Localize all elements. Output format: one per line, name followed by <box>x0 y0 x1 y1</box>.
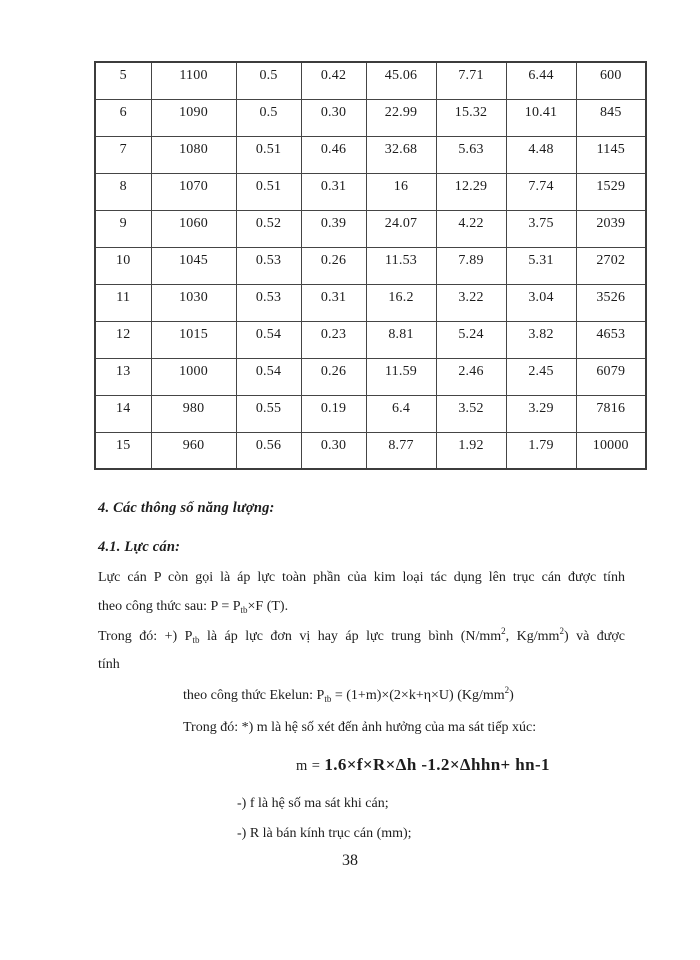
table-cell: 1015 <box>151 321 236 358</box>
subscript-tb: tb <box>324 694 332 704</box>
table-cell: 2039 <box>576 210 646 247</box>
table-cell: 14 <box>95 395 151 432</box>
table-cell: 6079 <box>576 358 646 395</box>
table-cell: 8.81 <box>366 321 436 358</box>
table-cell: 0.54 <box>236 358 301 395</box>
table-cell: 0.31 <box>301 284 366 321</box>
table-cell: 980 <box>151 395 236 432</box>
table-cell: 1.92 <box>436 432 506 469</box>
table-cell: 6.44 <box>506 62 576 99</box>
table-cell: 2.46 <box>436 358 506 395</box>
table-cell: 0.42 <box>301 62 366 99</box>
table-cell: 16.2 <box>366 284 436 321</box>
table-cell: 3.82 <box>506 321 576 358</box>
table-row <box>95 99 646 136</box>
paragraph-trong-do-m: Trong đó: *) m là hệ số xét đến ảnh hưởng của ma sát tiếp xúc: <box>183 720 537 735</box>
table-cell: 3526 <box>576 284 646 321</box>
superscript-2: 2 <box>504 685 510 695</box>
page-number: 38 <box>342 852 358 869</box>
table-cell: 32.68 <box>366 136 436 173</box>
bullet-f-definition: -) f là hệ số ma sát khi cán; <box>237 796 389 811</box>
formula-friction-coefficient <box>296 750 550 781</box>
table-cell: 2.45 <box>506 358 576 395</box>
table-cell: 1529 <box>576 173 646 210</box>
formula-ekelun <box>183 681 514 710</box>
table-cell: 960 <box>151 432 236 469</box>
table-cell: 8 <box>95 173 151 210</box>
table-cell: 0.55 <box>236 395 301 432</box>
text-segment: là áp lực đơn vị hay áp lực trung bình (N/mm <box>199 629 502 644</box>
table-cell: 3.75 <box>506 210 576 247</box>
subscript-tb: tb <box>240 605 248 615</box>
superscript-2: 2 <box>559 626 564 636</box>
paragraph-trong-do-line1 <box>98 622 625 651</box>
table-cell: 0.53 <box>236 247 301 284</box>
table-cell: 6 <box>95 99 151 136</box>
text-segment: ) và được <box>563 629 625 644</box>
table-row <box>95 62 646 99</box>
table-cell: 0.53 <box>236 284 301 321</box>
table-cell: 0.39 <box>301 210 366 247</box>
section-heading-luc-can: 4.1. Lực cán: <box>98 539 181 555</box>
table-cell: 1045 <box>151 247 236 284</box>
table-cell: 1090 <box>151 99 236 136</box>
table-cell: 0.23 <box>301 321 366 358</box>
bullet-r-definition: -) R là bán kính trục cán (mm); <box>237 826 412 841</box>
table-cell: 3.52 <box>436 395 506 432</box>
table-cell: 1060 <box>151 210 236 247</box>
table-row <box>95 321 646 358</box>
table-cell: 45.06 <box>366 62 436 99</box>
table-cell: 15.32 <box>436 99 506 136</box>
table-cell: 13 <box>95 358 151 395</box>
table-cell: 0.26 <box>301 247 366 284</box>
table-cell: 4653 <box>576 321 646 358</box>
table-cell: 6.4 <box>366 395 436 432</box>
table-cell: 0.26 <box>301 358 366 395</box>
table-cell: 0.30 <box>301 432 366 469</box>
table-cell: 7 <box>95 136 151 173</box>
text-segment: theo công thức Ekelun: P <box>183 688 325 703</box>
formula-rhs: 1.6×f×R×Δh -1.2×Δhhn+ hn-1 <box>324 755 550 774</box>
table-cell: 0.30 <box>301 99 366 136</box>
table-cell: 9 <box>95 210 151 247</box>
section-heading-energy-params: 4. Các thông số năng lượng: <box>98 500 275 516</box>
text-segment: Trong đó: +) P <box>98 629 193 644</box>
table-cell: 1030 <box>151 284 236 321</box>
table-cell: 0.52 <box>236 210 301 247</box>
table-cell: 2702 <box>576 247 646 284</box>
table-cell: 15 <box>95 432 151 469</box>
text-segment: , Kg/mm <box>505 629 560 644</box>
table-cell: 0.19 <box>301 395 366 432</box>
table-cell: 0.5 <box>236 62 301 99</box>
table-cell: 1000 <box>151 358 236 395</box>
table-cell: 0.5 <box>236 99 301 136</box>
table-cell: 3.29 <box>506 395 576 432</box>
table-cell: 10000 <box>576 432 646 469</box>
table-cell: 0.51 <box>236 173 301 210</box>
table-cell: 1080 <box>151 136 236 173</box>
table-cell: 5 <box>95 62 151 99</box>
table-row <box>95 358 646 395</box>
table-cell: 12 <box>95 321 151 358</box>
table-cell: 24.07 <box>366 210 436 247</box>
table-cell: 0.54 <box>236 321 301 358</box>
table-cell: 600 <box>576 62 646 99</box>
paragraph-luc-can-line2 <box>98 592 288 621</box>
superscript-2: 2 <box>501 626 506 636</box>
table-cell: 8.77 <box>366 432 436 469</box>
table-cell: 4.48 <box>506 136 576 173</box>
table-row <box>95 247 646 284</box>
table-cell: 3.04 <box>506 284 576 321</box>
table-cell: 0.56 <box>236 432 301 469</box>
table-cell: 4.22 <box>436 210 506 247</box>
table-cell: 7.89 <box>436 247 506 284</box>
table-row <box>95 136 646 173</box>
table-cell: 1145 <box>576 136 646 173</box>
table-cell: 10.41 <box>506 99 576 136</box>
text-segment: theo công thức sau: P = P <box>98 599 241 614</box>
table-row <box>95 284 646 321</box>
table-row <box>95 432 646 469</box>
table-cell: 11.53 <box>366 247 436 284</box>
text-segment: = (1+m)×(2×k+η×U) (Kg/mm <box>331 688 505 703</box>
table-cell: 11 <box>95 284 151 321</box>
table-cell: 10 <box>95 247 151 284</box>
table-cell: 3.22 <box>436 284 506 321</box>
table-cell: 0.51 <box>236 136 301 173</box>
table-cell: 12.29 <box>436 173 506 210</box>
table-cell: 1100 <box>151 62 236 99</box>
text-segment: ×F (T). <box>247 599 289 614</box>
table-cell: 5.24 <box>436 321 506 358</box>
table-row <box>95 173 646 210</box>
table-cell: 7816 <box>576 395 646 432</box>
table-cell: 16 <box>366 173 436 210</box>
table-cell: 5.31 <box>506 247 576 284</box>
table-row <box>95 210 646 247</box>
table-cell: 0.46 <box>301 136 366 173</box>
table-cell: 11.59 <box>366 358 436 395</box>
table-cell: 22.99 <box>366 99 436 136</box>
table-cell: 845 <box>576 99 646 136</box>
table-cell: 7.71 <box>436 62 506 99</box>
table-cell: 1070 <box>151 173 236 210</box>
paragraph-trong-do-line2: tính <box>98 657 120 672</box>
rolling-parameters-table <box>94 61 647 470</box>
table-cell: 0.31 <box>301 173 366 210</box>
formula-lhs: m = <box>296 758 325 774</box>
text-segment: ) <box>509 688 514 703</box>
table-cell: 7.74 <box>506 173 576 210</box>
subscript-tb: tb <box>192 635 200 645</box>
paragraph-luc-can-line1: Lực cán P còn gọi là áp lực toàn phần của kim loại tác dụng lên trục cán được tính <box>98 570 625 585</box>
table-cell: 1.79 <box>506 432 576 469</box>
table-cell: 5.63 <box>436 136 506 173</box>
table-row <box>95 395 646 432</box>
